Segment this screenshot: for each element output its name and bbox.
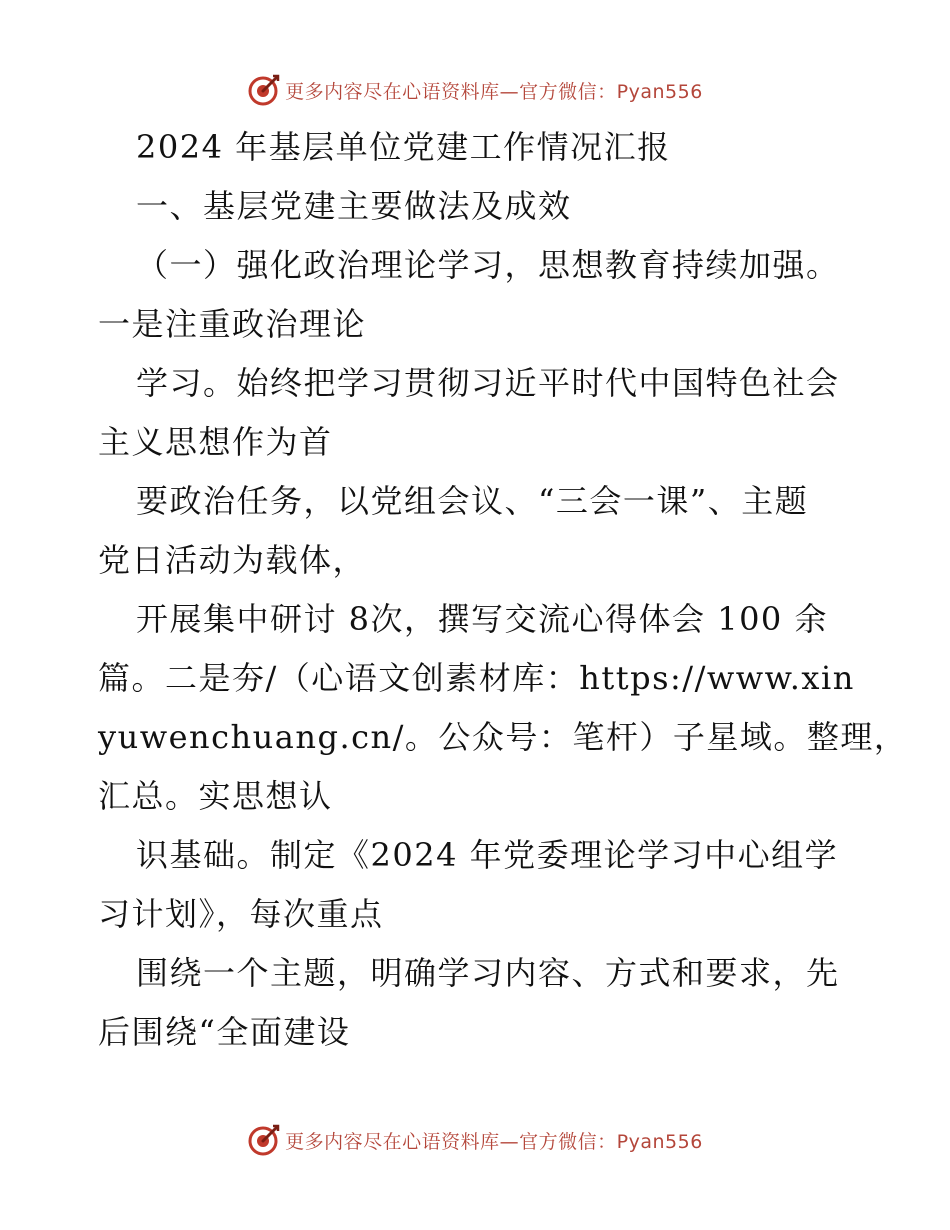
subsection-heading: （一）强化政治理论学习，思想教育持续加强。 (136, 246, 840, 284)
brand-logo-icon (247, 1123, 281, 1157)
footer-watermark-banner (0, 1120, 950, 1160)
paragraph-line: 汇总。实思想认 (98, 777, 333, 815)
paragraph-line: 学习。始终把学习贯彻习近平时代中国特色社会 (136, 364, 840, 402)
paragraph-line: 篇。二是夯/（心语文创素材库：https://www.xin (98, 659, 855, 697)
paragraph-line: 一是注重政治理论 (98, 305, 367, 343)
paragraph-line: 党日活动为载体， (98, 541, 367, 579)
document-title: 2024 年基层单位党建工作情况汇报 (136, 128, 671, 166)
paragraph-line: yuwenchuang.cn/。公众号：笔杆）子星域。整理， (98, 718, 908, 756)
document-body (98, 118, 908, 1062)
paragraph-line: 要政治任务，以党组会议、“三会一课”、主题 (136, 482, 809, 520)
footer-banner-text: 更多内容尽在心语资料库—官方微信：Pyan556 (285, 1130, 703, 1153)
section-heading: 一、基层党建主要做法及成效 (136, 187, 572, 225)
brand-logo-icon (247, 73, 281, 107)
paragraph-line: 识基础。制定《2024 年党委理论学习中心组学 (136, 836, 839, 874)
paragraph-line: 习计划》，每次重点 (98, 895, 384, 933)
header-watermark-banner (0, 70, 950, 110)
paragraph-line: 开展集中研讨 8次，撰写交流心得体会 100 余 (136, 600, 828, 638)
header-banner-text: 更多内容尽在心语资料库—官方微信：Pyan556 (285, 80, 703, 103)
paragraph-line: 主义思想作为首 (98, 423, 333, 461)
paragraph-line: 后围绕“全面建设 (98, 1013, 351, 1051)
paragraph-line: 围绕一个主题，明确学习内容、方式和要求，先 (136, 954, 840, 992)
